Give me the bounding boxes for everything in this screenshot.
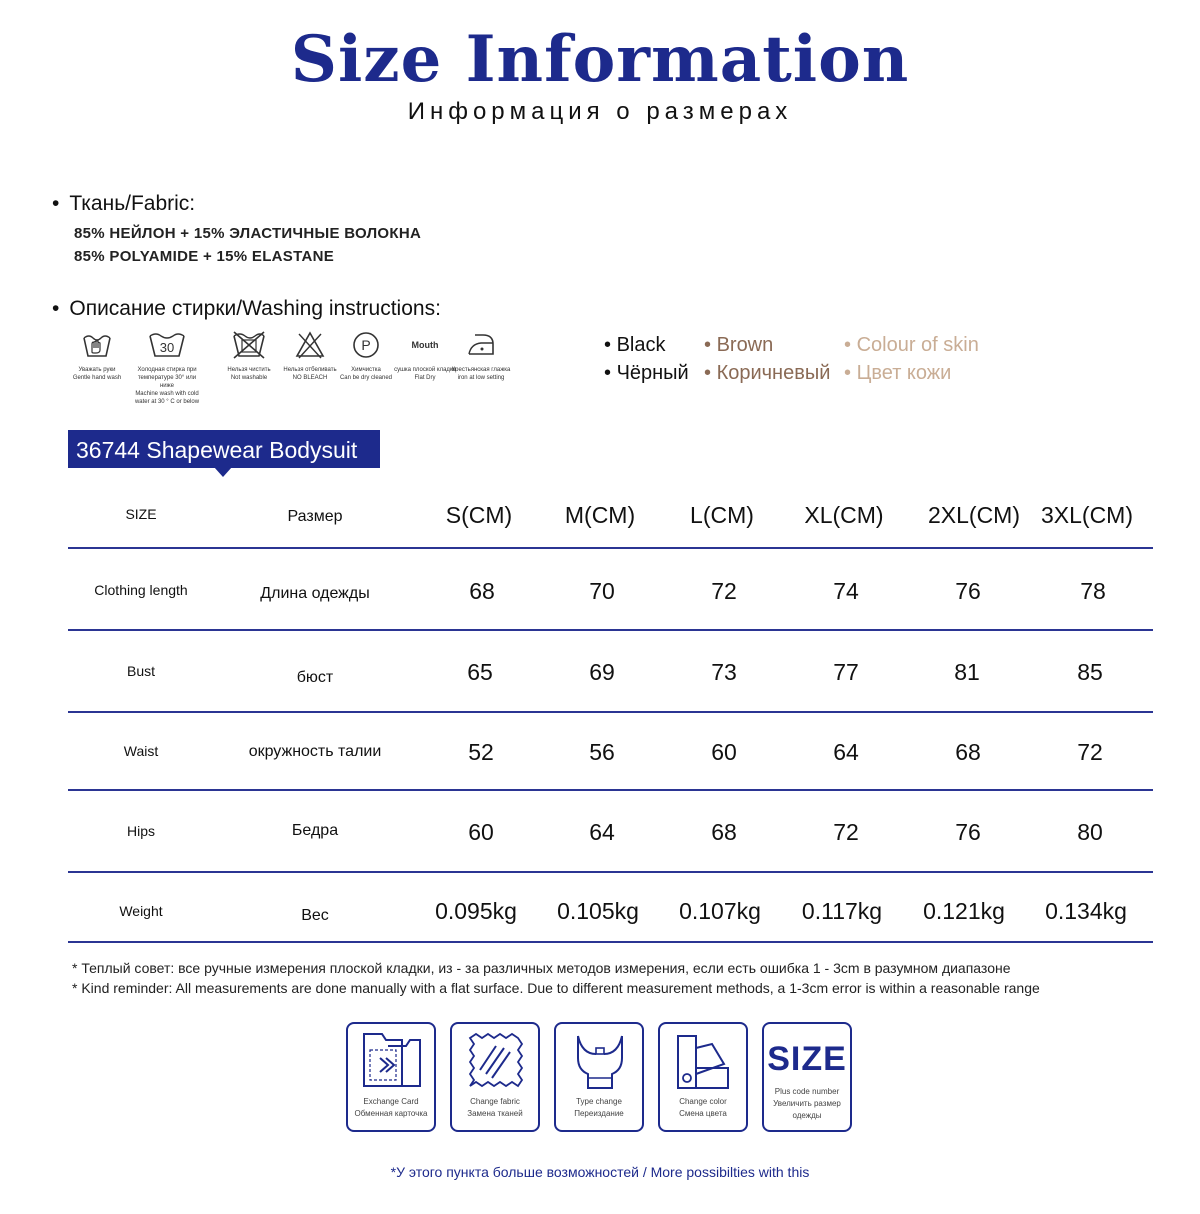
dry-clean-p-icon [351, 330, 381, 360]
header-size-col: S(CM) [445, 502, 513, 528]
wash-caption-ru: сушка плоской кладки [394, 367, 456, 373]
table-cell: 76 [955, 819, 981, 845]
table-cell: 72 [833, 819, 859, 845]
table-cell: 0.095kg [435, 898, 517, 924]
measurement-note-en: * Kind reminder: All measurements are done manually with a flat surface. Due to different measurement methods, a 1-3cm error is within a reasonable range [72, 980, 1040, 996]
table-cell: 60 [468, 819, 494, 845]
footer-note: *У этого пункта больше возможностей / More possibilties with this [390, 1164, 810, 1180]
table-cell: 60 [711, 739, 737, 765]
color-label: Коричневый [716, 362, 831, 384]
dry-clean-badge: P [361, 337, 371, 353]
header-size-col: M(CM) [564, 502, 636, 528]
change-fabric-icon [464, 1030, 528, 1092]
wash-caption-en: NO BLEACH [292, 375, 328, 381]
wash-caption-ru: Уважать руки [78, 367, 116, 373]
table-row [68, 713, 1153, 791]
wash-caption-en: iron at low setting [457, 375, 505, 381]
table-cell: 68 [711, 819, 737, 845]
table-cell: 77 [833, 659, 859, 685]
product-title-banner: 36744 Shapewear Bodysuit [68, 430, 380, 468]
table-cell: 0.107kg [679, 898, 761, 924]
table-cell: 81 [954, 659, 980, 685]
wash-caption-ru: Химчистка [351, 367, 381, 373]
table-row [68, 873, 1153, 943]
table-row [68, 549, 1153, 631]
card-caption-ru: Обменная карточка [354, 1109, 428, 1118]
wash-caption-en: Machine wash with cold water at 30 ° C or below [134, 391, 200, 405]
wash-item [448, 330, 514, 382]
wash-caption-en: Flat Dry [414, 375, 436, 381]
table-cell: 64 [833, 739, 859, 765]
do-not-wash-icon [231, 330, 267, 360]
wash-item [333, 330, 399, 382]
color-option[interactable] [704, 362, 830, 385]
card-caption-ru: Увеличить размер одежды [773, 1099, 841, 1120]
color-option[interactable] [704, 334, 773, 357]
size-plus-icon: SIZE [767, 1040, 847, 1078]
color-option[interactable] [844, 362, 951, 385]
wash-caption-ru: Крестьянская глажка [451, 367, 511, 373]
wash-caption-en: Can be dry cleaned [339, 375, 393, 381]
measurement-note-ru: * Теплый совет: все ручные измерения плоской кладки, из - за различных методов измерения, если есть ошибка 1 - 3cm в разумном диапазоне [72, 960, 1011, 976]
table-cell: 52 [468, 739, 494, 765]
table-cell: 73 [711, 659, 737, 685]
table-cell: 72 [1077, 739, 1103, 765]
wash-caption-ru: Нельзя отбеливать [283, 367, 337, 373]
card-caption-ru: Переиздание [574, 1109, 624, 1118]
fabric-composition-en: 85% POLYAMIDE + 15% ELASTANE [74, 248, 335, 265]
card-caption-ru: Замена тканей [467, 1109, 523, 1118]
row-label-en: Bust [126, 663, 155, 679]
change-color-icon [672, 1030, 736, 1092]
table-cell: 0.121kg [923, 898, 1005, 924]
flat-dry-icon: Mouth [411, 340, 439, 350]
page-subtitle: Информация о размерах [407, 98, 793, 125]
row-label-ru: окружность талии [248, 743, 382, 760]
color-label: Чёрный [616, 362, 689, 384]
wash-temp-badge: 30 [159, 340, 175, 355]
table-row [68, 631, 1153, 713]
table-cell: 68 [469, 578, 495, 604]
row-label-en: Waist [123, 743, 159, 759]
header-size-col: L(CM) [690, 502, 754, 528]
fabric-heading: • Ткань/Fabric: [52, 192, 195, 216]
table-cell: 70 [589, 578, 615, 604]
table-cell: 85 [1077, 659, 1103, 685]
washing-icons [64, 330, 524, 410]
card-caption-en: Change fabric [470, 1097, 520, 1106]
wash-caption-en: Not washable [230, 375, 268, 381]
table-cell: 65 [467, 659, 493, 685]
table-cell: 0.117kg [801, 898, 883, 924]
row-label-ru: бюст [296, 669, 334, 686]
table-cell: 64 [589, 819, 615, 845]
color-option[interactable] [844, 334, 979, 357]
table-cell: 76 [955, 578, 981, 604]
header-size-col: 2XL(CM) [927, 502, 1020, 528]
table-cell: 72 [711, 578, 737, 604]
row-label-en: Hips [126, 823, 155, 839]
color-option[interactable] [604, 362, 689, 385]
exchange-card[interactable] [346, 1022, 436, 1132]
wash-item [216, 330, 282, 382]
card-caption-ru: Смена цвета [679, 1109, 727, 1118]
machine-wash-30-icon [147, 330, 187, 360]
type-change-icon [568, 1030, 632, 1092]
table-cell: 68 [955, 739, 981, 765]
color-label: Black [616, 334, 666, 356]
header-size-col: 3XL(CM) [1040, 502, 1133, 528]
banner-pointer [214, 467, 232, 477]
wash-caption-ru: Холодная стирка при температуре 30° или ниже [137, 367, 197, 389]
header-size-ru: Размер [287, 508, 343, 525]
table-cell: 0.105kg [557, 898, 639, 924]
table-row [68, 791, 1153, 873]
row-label-ru: Вес [301, 907, 329, 924]
size-plus-card[interactable] [762, 1022, 852, 1132]
wash-item [64, 330, 130, 382]
color-option[interactable] [604, 334, 665, 357]
row-label-en: Clothing length [94, 582, 188, 598]
change-fabric-card[interactable] [450, 1022, 540, 1132]
card-caption-en: Plus code number [774, 1087, 840, 1096]
header-size-en: SIZE [125, 506, 157, 522]
wash-item [134, 330, 200, 406]
card-caption-en: Exchange Card [363, 1097, 419, 1106]
card-caption-en: Type change [576, 1097, 622, 1106]
page-title: Size Information [290, 22, 910, 97]
table-cell: 74 [833, 578, 859, 604]
table-cell: 78 [1080, 578, 1106, 604]
iron-low-icon [465, 330, 497, 360]
row-divider [68, 941, 1153, 943]
header-size-col: XL(CM) [804, 502, 884, 528]
type-change-card[interactable] [554, 1022, 644, 1132]
wash-caption-ru: Нельзя чистить [227, 367, 271, 373]
color-label: Brown [716, 334, 774, 356]
row-label-ru: Бедра [291, 822, 339, 839]
table-cell: 56 [589, 739, 615, 765]
no-bleach-icon [295, 330, 325, 360]
exchange-card-icon [360, 1030, 424, 1092]
service-cards [346, 1022, 856, 1134]
table-header-row [68, 480, 1153, 549]
hand-wash-icon [81, 330, 113, 360]
change-color-card[interactable] [658, 1022, 748, 1132]
color-label: Цвет кожи [856, 362, 952, 384]
table-cell: 69 [589, 659, 615, 685]
fabric-composition-ru: 85% НЕЙЛОН + 15% ЭЛАСТИЧНЫЕ ВОЛОКНА [74, 225, 422, 242]
color-label: Colour of skin [856, 334, 979, 356]
table-cell: 0.134kg [1045, 898, 1127, 924]
wash-caption-en: Gentle hand wash [72, 375, 122, 381]
washing-heading: • Описание стирки/Washing instructions: [52, 297, 441, 321]
row-label-en: Weight [119, 903, 163, 919]
table-cell: 80 [1077, 819, 1103, 845]
row-label-ru: Длина одежды [260, 585, 370, 602]
card-caption-en: Change color [679, 1097, 727, 1106]
